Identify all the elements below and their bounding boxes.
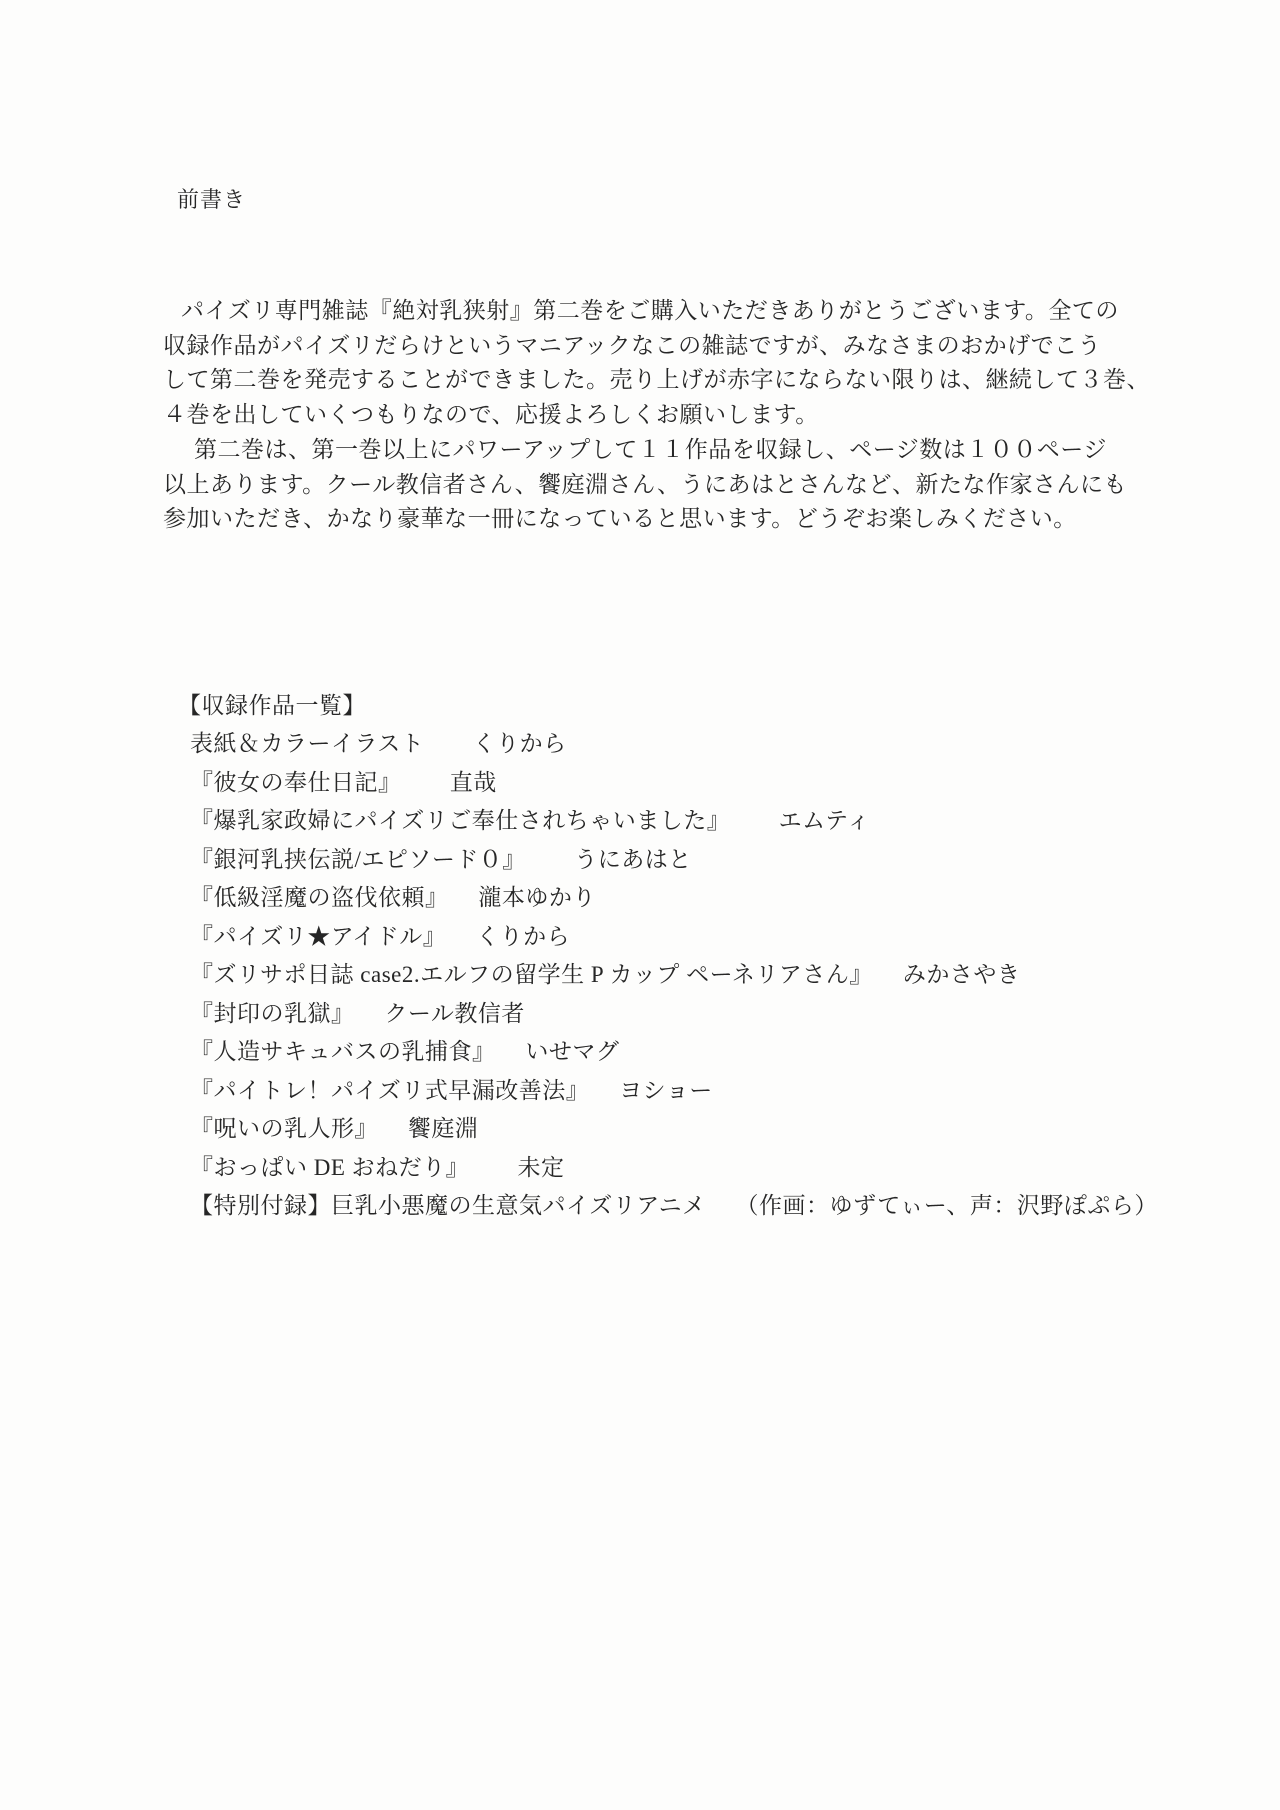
work-title: 『おっぱい DE おねだり』 [190, 1154, 470, 1180]
work-item [190, 1110, 1148, 1149]
work-item [190, 879, 1148, 918]
work-item [190, 1187, 1158, 1226]
work-author: くりから [476, 923, 571, 949]
paragraph-line: ４巻を出していくつもりなので、応援よろしくお願いします。 [163, 402, 819, 428]
work-author: みかさやき [902, 962, 1021, 988]
work-item [190, 725, 1148, 764]
work-title: 『彼女の奉仕日記』 [190, 769, 402, 795]
work-item [190, 1149, 1148, 1188]
works-list-header: 【収録作品一覧】 [178, 692, 366, 718]
work-author: 瀧本ゆかり [478, 885, 596, 911]
work-title: 『呪いの乳人形』 [190, 1116, 378, 1142]
work-title: 『爆乳家政婦にパイズリご奉仕されちゃいました』 [190, 808, 731, 834]
work-author: くりから [472, 731, 567, 757]
work-author: いせマグ [525, 1039, 620, 1065]
paragraph-line: パイズリ専門雑誌『絶対乳狭射』第二巻をご購入いただきありがとうございます。全ての [181, 298, 1119, 323]
work-title: 『低級淫魔の盗伐依頼』 [190, 885, 449, 911]
page-title: 前書き [177, 187, 247, 212]
work-item [190, 802, 1148, 841]
work-author: （作画：ゆずてぃー、声：沢野ぽぷら） [735, 1193, 1158, 1219]
works-list-section [178, 687, 1158, 1226]
paragraph-line: 参加いただき、かなり豪華な一冊になっていると思います。どうぞお楽しみください。 [163, 506, 1077, 532]
work-author: エムティ [778, 808, 871, 834]
work-title: 『パイズリ★アイドル』 [190, 923, 447, 949]
work-author: クール教信者 [384, 1000, 525, 1026]
work-title: 『ズリサポ日誌 case2.エルフの留学生 P カップ ペーネリアさん』 [190, 962, 873, 988]
work-item [190, 841, 1148, 880]
work-author: 直哉 [449, 769, 497, 795]
paragraph-line: 収録作品がパイズリだらけというマニアックなこの雑誌ですが、みなさまのおかげでこう [163, 332, 1102, 358]
work-title: 『封印の乳獄』 [190, 1000, 355, 1026]
work-title: 『銀河乳挟伝説/エピソード０』 [190, 846, 526, 872]
work-author: 饗庭淵 [407, 1116, 479, 1142]
work-title: 『人造サキュバスの乳捕食』 [190, 1039, 496, 1065]
work-title: 表紙＆カラーイラスト [190, 731, 425, 757]
work-item [190, 1033, 1148, 1072]
page-content [163, 183, 1158, 1226]
work-title: 【特別付録】巨乳小悪魔の生意気パイズリアニメ [190, 1193, 706, 1219]
work-item [190, 1072, 1148, 1111]
work-author: 未定 [517, 1154, 565, 1180]
work-item [190, 995, 1148, 1034]
paragraph-line: して第二巻を発売することができました。売り上げが赤字にならない限りは、継続して３巻、 [163, 367, 1150, 393]
works-list [190, 725, 1158, 1226]
work-author: うにあはと [574, 846, 692, 872]
paragraph-line: 以上あります。クール教信者さん、饗庭淵さん、うにあはとさんなど、新たな作家さんにも [163, 471, 1127, 497]
work-item [190, 764, 1148, 803]
preface-body [163, 294, 1148, 537]
work-item [190, 956, 1148, 995]
work-title: 『パイトレ！パイズリ式早漏改善法』 [190, 1077, 590, 1103]
paragraph-line: 第二巻は、第一巻以上にパワーアップして１１作品を収録し、ページ数は１００ページ [194, 436, 1107, 462]
work-item [190, 918, 1148, 957]
work-author: ヨショー [619, 1077, 713, 1103]
